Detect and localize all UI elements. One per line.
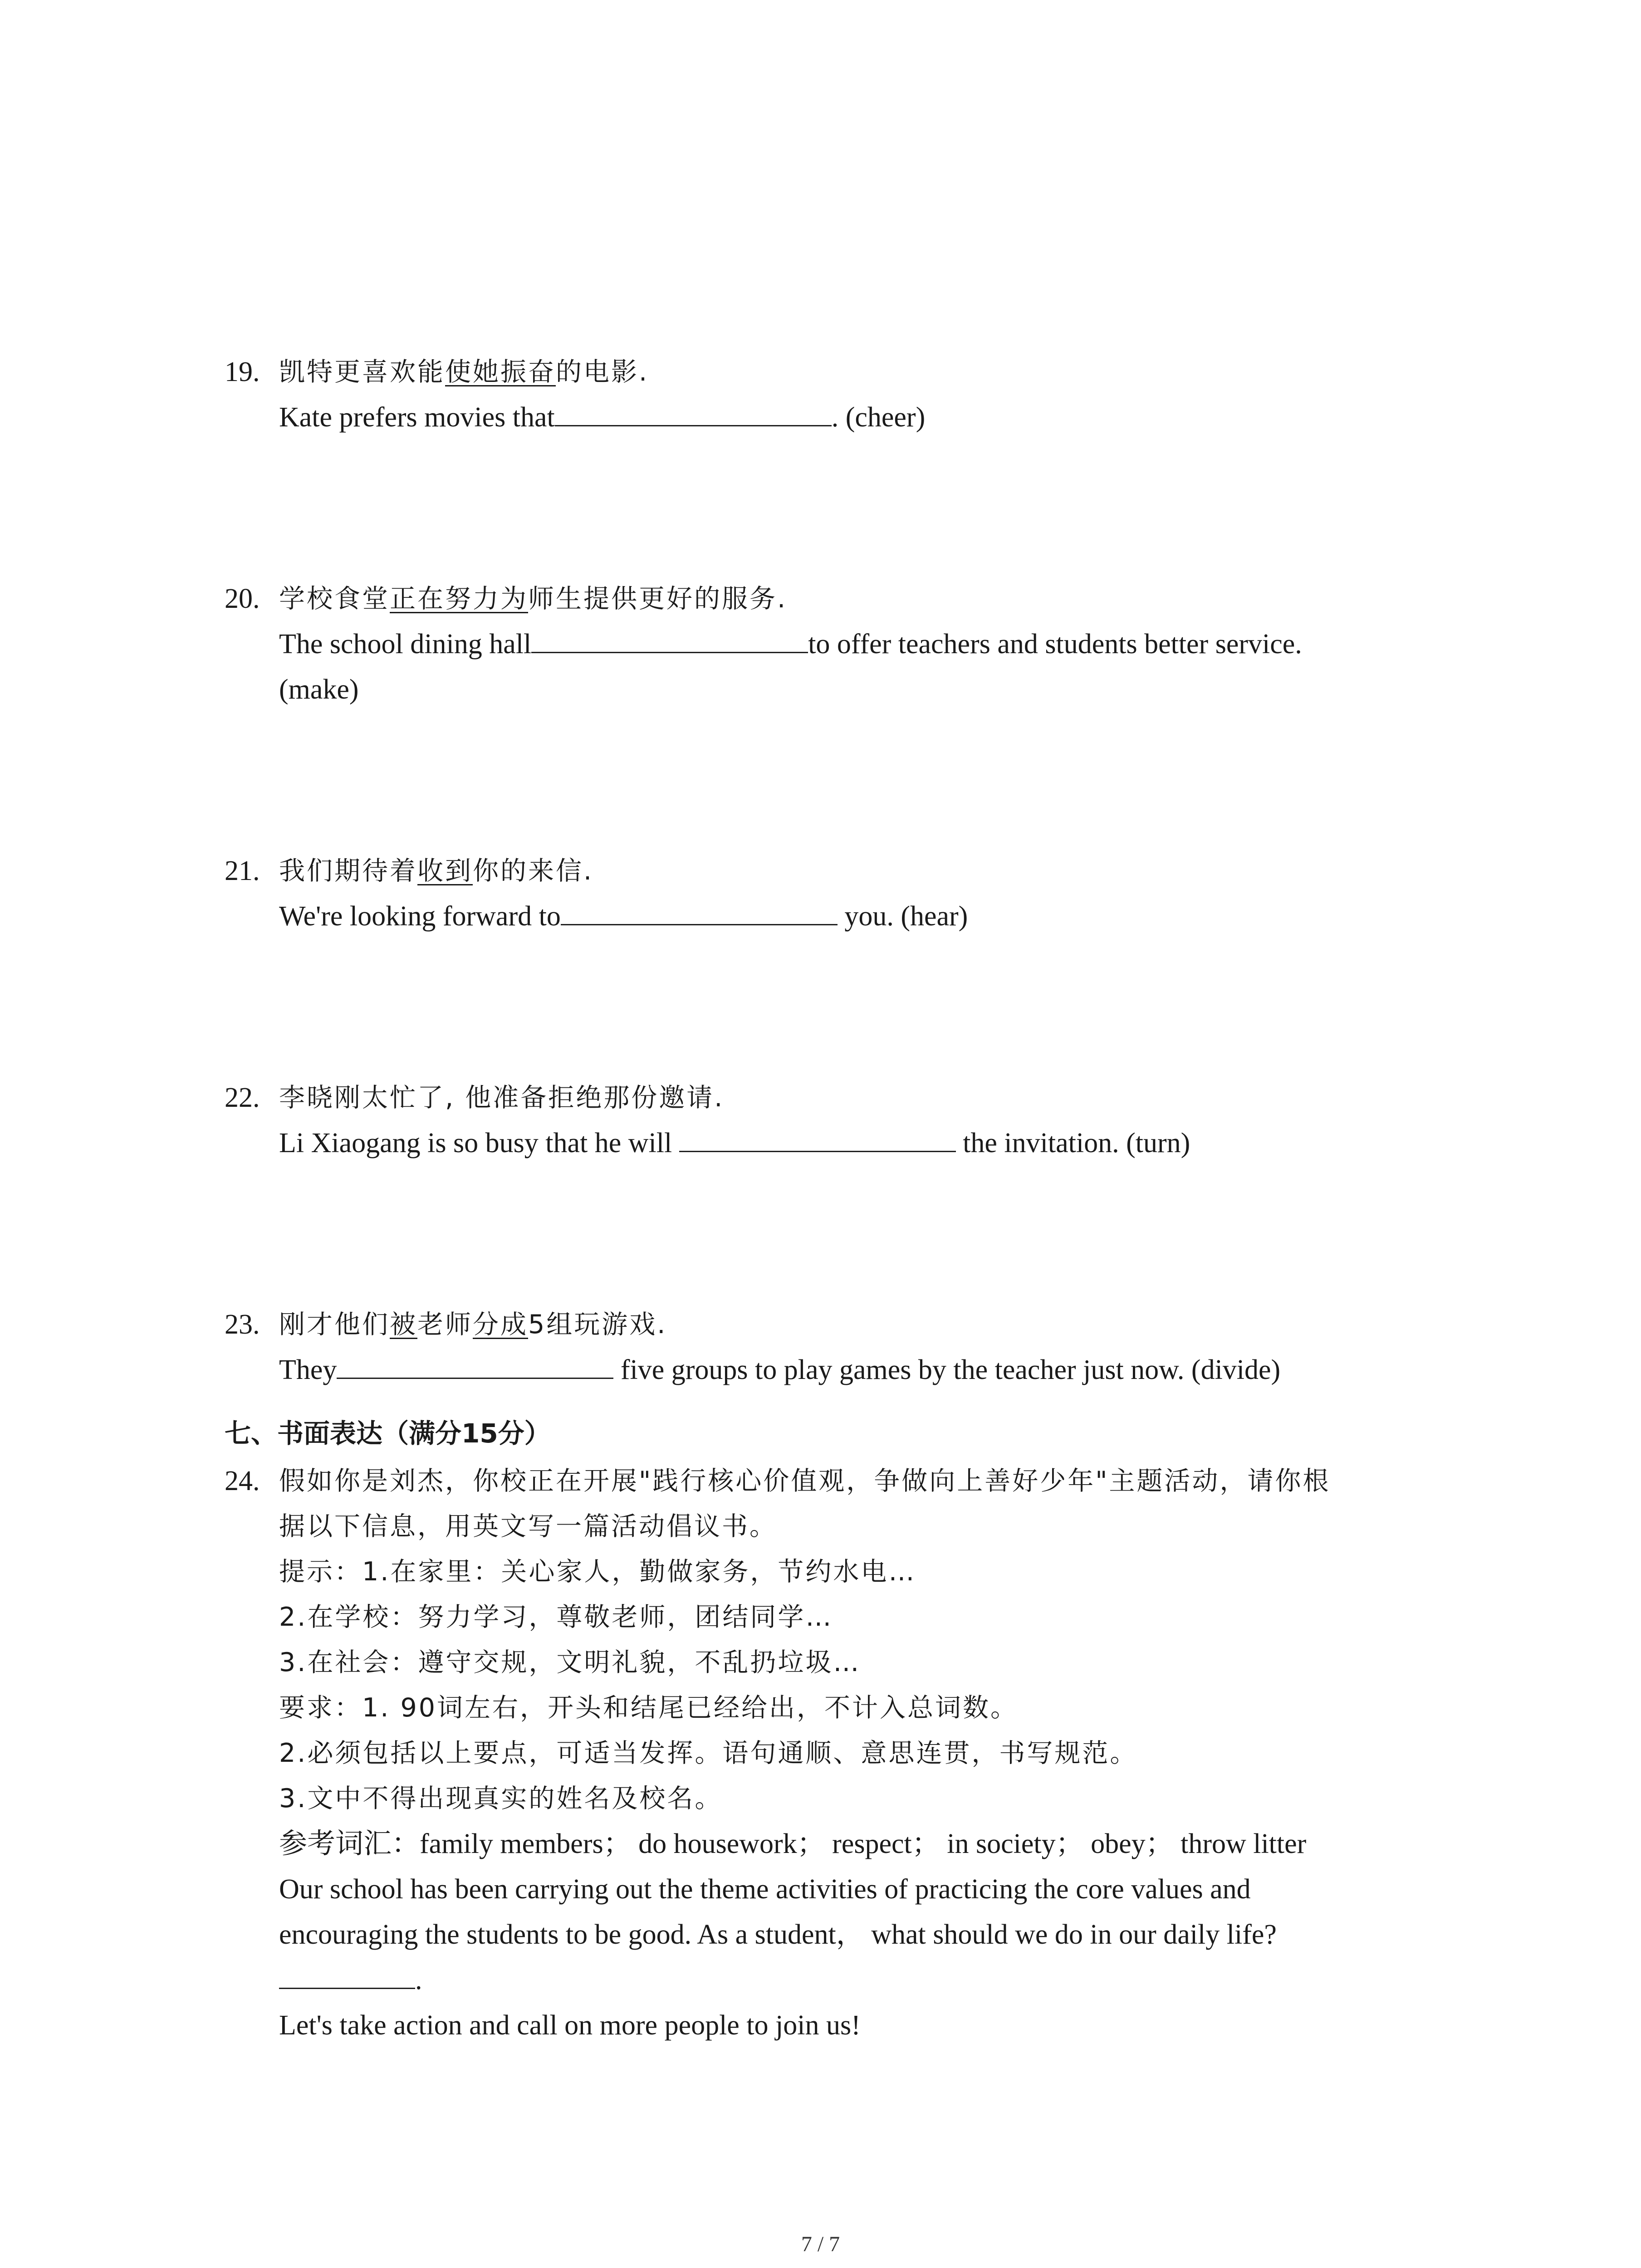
text-segment: . (cheer) <box>831 402 926 433</box>
answer-blank[interactable] <box>561 899 838 925</box>
question-number: 20. <box>225 583 260 614</box>
text-segment: five groups to play games by the teacher just now. (divide) <box>613 1354 1281 1385</box>
requirement-line: 要求：1. 90词左右，开头和结尾已经给出，不计入总词数。 <box>279 1693 1019 1723</box>
hint-line: 3.在社会：遵守交规，文明礼貌，不乱扔垃圾… <box>279 1647 861 1677</box>
opening-line: encouraging the students to be good. As a student， what should we do in our daily life? <box>279 1919 1277 1950</box>
english-sentence <box>279 1352 1280 1388</box>
page-number: 7 / 7 <box>801 2232 840 2256</box>
question-number: 19. <box>225 357 260 387</box>
chinese-sentence <box>279 853 593 889</box>
requirement-line: 2.必须包括以上要点，可适当发挥。语句通顺、意思连贯，书写规范。 <box>279 1738 1138 1768</box>
question-number: 24. <box>225 1466 260 1496</box>
underlined-phrase: 被 <box>390 1310 417 1339</box>
question-number: 21. <box>225 855 260 886</box>
requirement-line: 3.文中不得出现真实的姓名及校名。 <box>279 1784 723 1813</box>
text-segment: 5组玩游戏. <box>528 1310 667 1339</box>
english-sentence <box>279 626 1302 662</box>
text-segment: We're looking forward to <box>279 901 561 932</box>
writing-prompt-line: 据以下信息，用英文写一篇活动倡议书。 <box>279 1511 777 1541</box>
answer-blank[interactable] <box>555 400 832 426</box>
underlined-phrase: 分成 <box>473 1310 528 1339</box>
text-segment: Kate prefers movies that <box>279 402 555 433</box>
answer-blank[interactable] <box>679 1125 956 1152</box>
text-segment: 学校食堂 <box>279 584 390 614</box>
text-segment: 师生提供更好的服务. <box>528 584 788 614</box>
text-segment: 刚才他们 <box>279 1310 390 1339</box>
english-sentence <box>279 898 968 934</box>
answer-blank[interactable] <box>279 1962 415 1989</box>
underlined-phrase: 正在 <box>390 584 445 614</box>
text-segment: They <box>279 1354 337 1385</box>
text-segment: 凯特更喜欢能 <box>279 357 445 387</box>
text-segment: the invitation. (turn) <box>955 1128 1190 1158</box>
answer-blank[interactable] <box>531 626 808 653</box>
hint-line: 提示：1.在家里：关心家人，勤做家务，节约水电… <box>279 1557 916 1587</box>
question-number: 22. <box>225 1082 260 1113</box>
writing-area <box>279 1962 422 1998</box>
chinese-sentence: 李晓刚太忙了, 他准备拒绝那份邀请. <box>279 1083 725 1113</box>
closing-line: Let's take action and call on more people to join us! <box>279 2010 861 2041</box>
underlined-phrase: 收到 <box>417 856 473 886</box>
chinese-sentence <box>279 354 649 390</box>
writing-prompt-line: 假如你是刘杰，你校正在开展"践行核心价值观，争做向上善好少年"主题活动，请你根 <box>279 1466 1331 1496</box>
underlined-phrase: 努力为 <box>445 584 528 614</box>
english-sentence <box>279 399 925 435</box>
english-sentence <box>279 1125 1190 1161</box>
text-segment: 的电影. <box>556 357 649 387</box>
question-number: 23. <box>225 1309 260 1340</box>
hint-line: 2.在学校：努力学习，尊敬老师，团结同学… <box>279 1602 833 1632</box>
text-segment: . <box>415 1965 422 1995</box>
text-segment: 老师 <box>417 1310 473 1339</box>
chinese-sentence <box>279 581 787 617</box>
text-segment: 我们期待着 <box>279 856 417 886</box>
opening-line: Our school has been carrying out the theme activities of practicing the core values and <box>279 1874 1251 1905</box>
english-hint-word: (make) <box>279 674 359 705</box>
answer-blank[interactable] <box>337 1352 613 1379</box>
chinese-sentence <box>279 1306 667 1343</box>
text-segment: The school dining hall <box>279 629 532 660</box>
vocabulary-line: 参考词汇：family members； do housework； respect； in society； obey； throw litter <box>279 1828 1307 1859</box>
underlined-phrase: 使她振奋 <box>445 357 556 387</box>
section-title: 七、书面表达（满分15分） <box>225 1418 551 1449</box>
text-segment: to offer teachers and students better service. <box>808 629 1302 660</box>
text-segment: you. (hear) <box>837 901 968 932</box>
text-segment: 你的来信. <box>473 856 594 886</box>
text-segment: Li Xiaogang is so busy that he will <box>279 1128 679 1158</box>
